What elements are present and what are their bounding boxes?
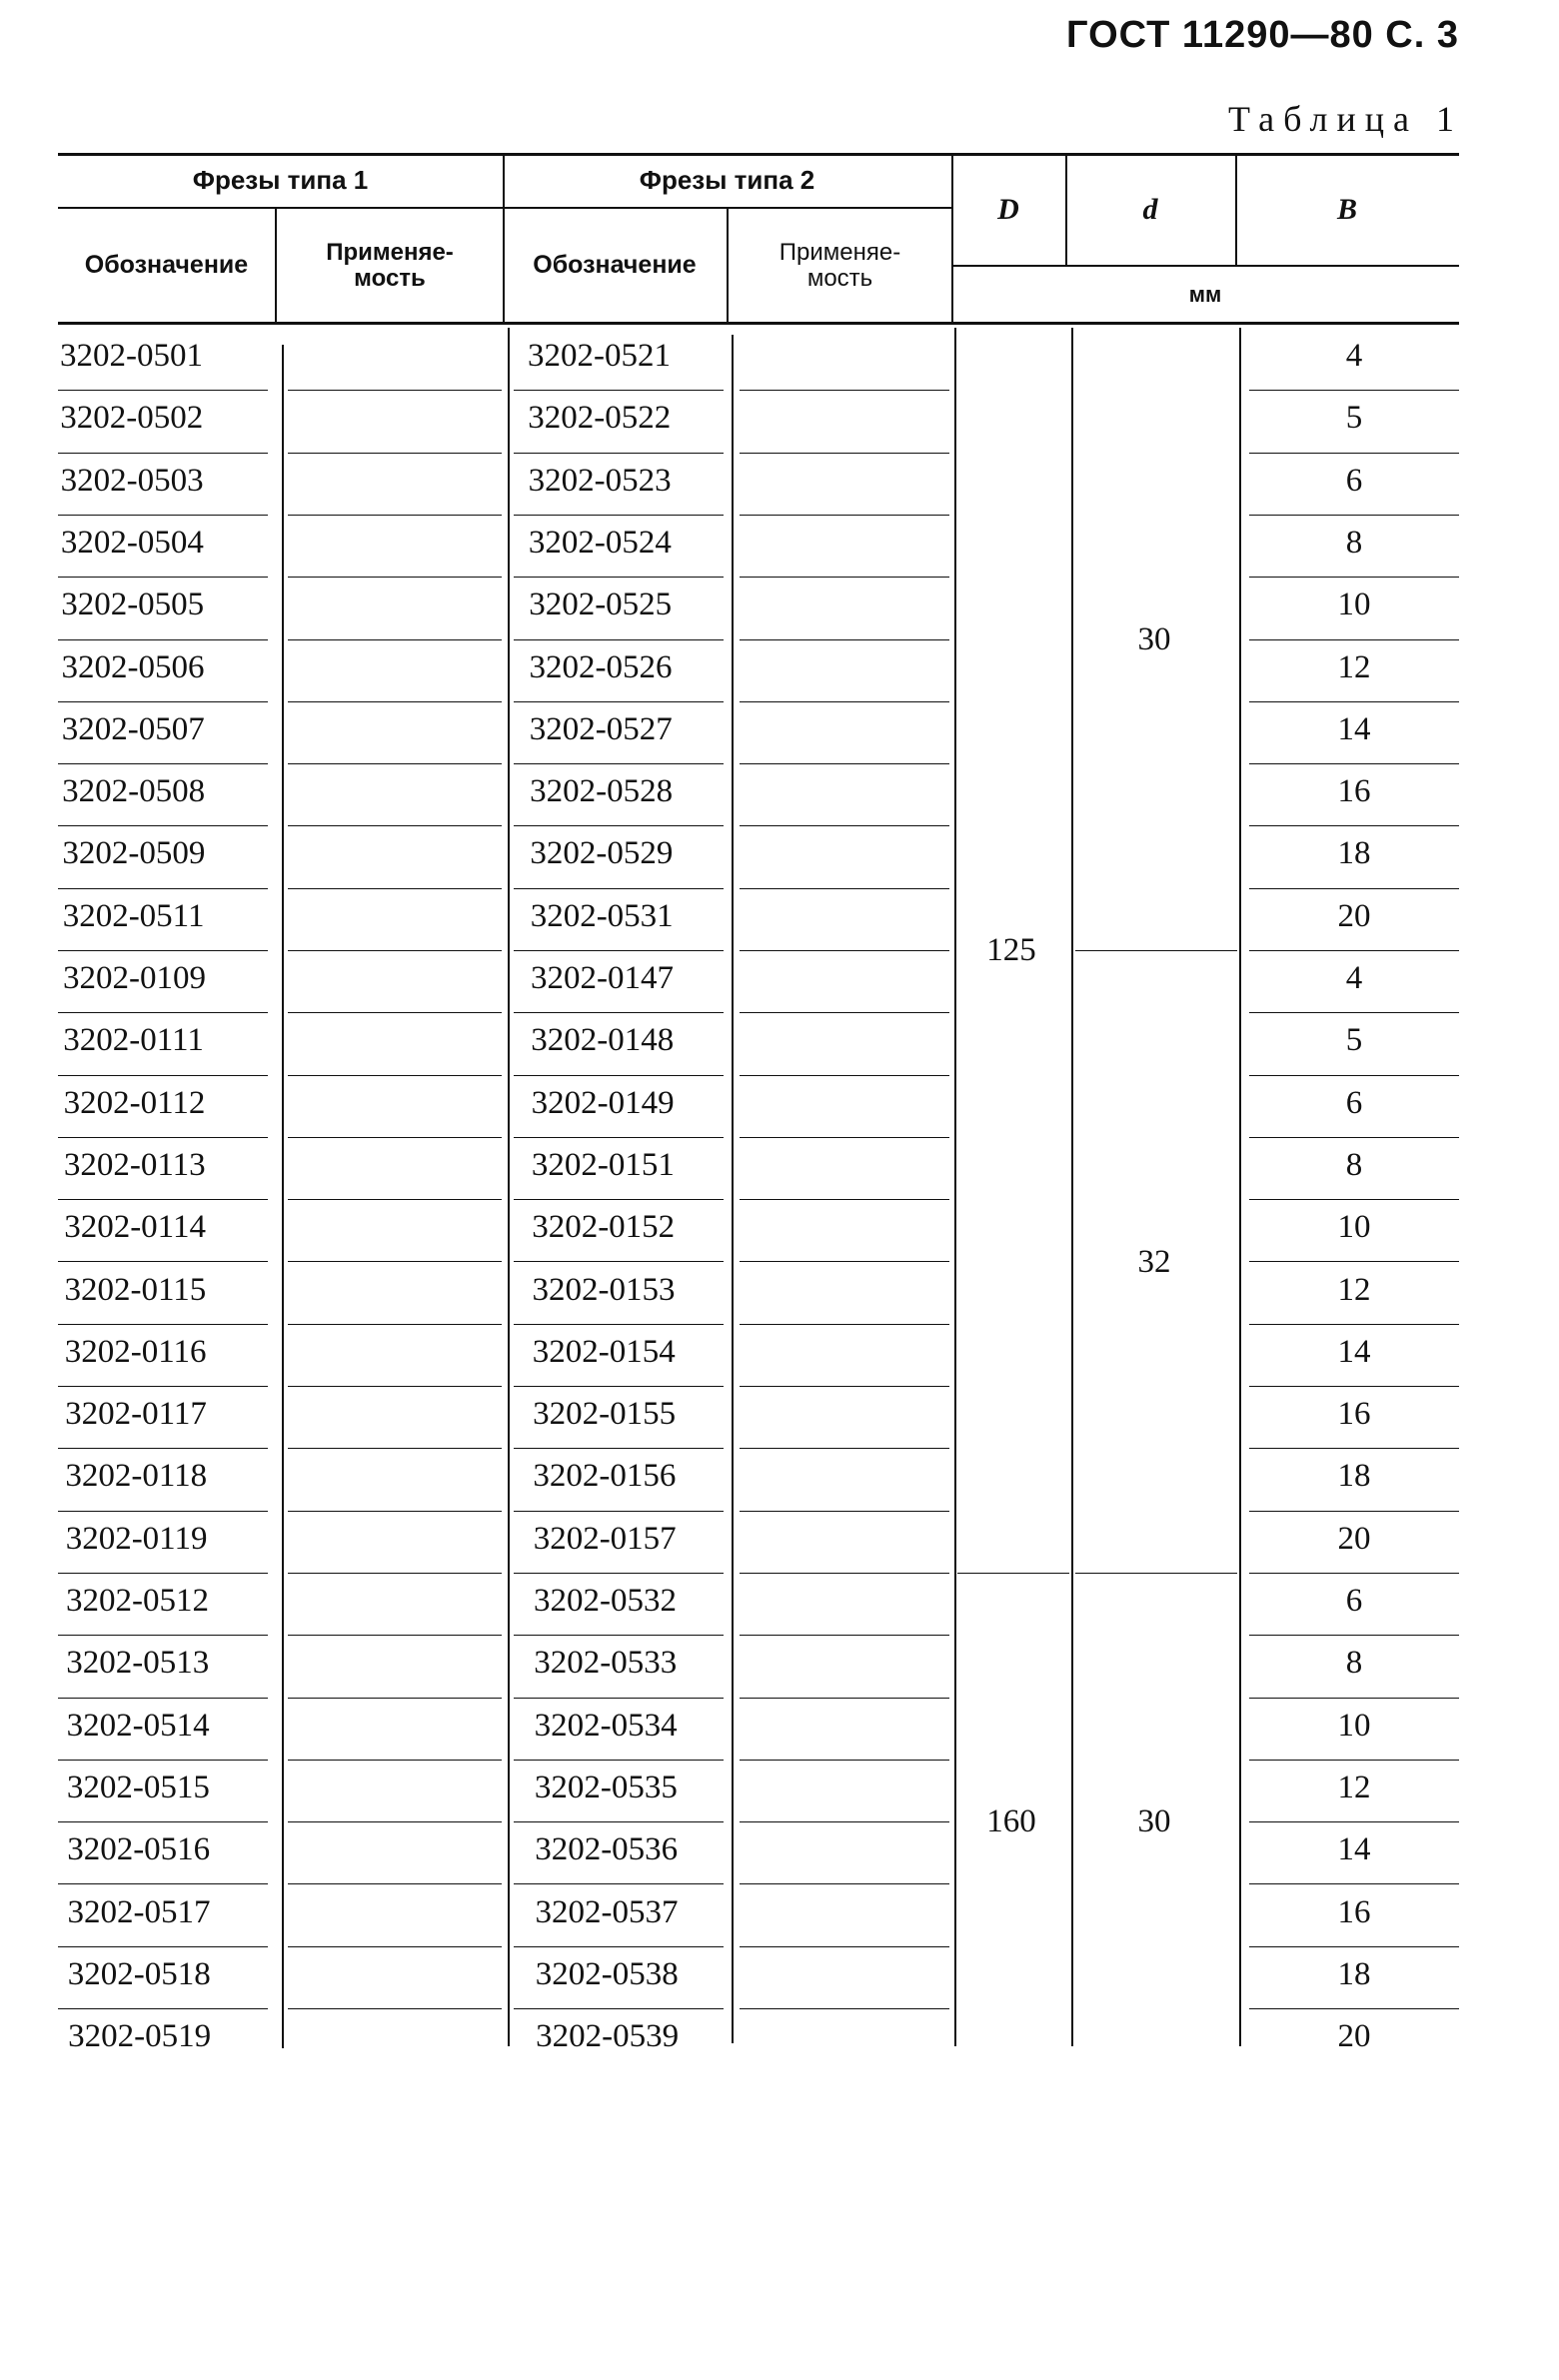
B-value-cell: 5 [1345, 1022, 1363, 1058]
type1-designation-cell: 3202-0515 [66, 1770, 210, 1805]
B-value-cell: 16 [1337, 1396, 1371, 1432]
D-group-rule [957, 1573, 1069, 1574]
row-rule-type2-designation [514, 1883, 724, 1884]
row-rule-type1-designation [58, 1199, 268, 1200]
row-rule-type2-designation [514, 825, 724, 826]
type1-designation-cell: 3202-0116 [64, 1334, 207, 1370]
row-rule-type1-applicability [288, 825, 502, 826]
row-rule-type1-applicability [288, 1760, 502, 1761]
row-rule-type1-applicability [288, 1137, 502, 1138]
row-rule-type2-designation [514, 453, 724, 454]
row-rule-type2-applicability [740, 1261, 949, 1262]
header-d: d [1142, 193, 1158, 227]
type1-designation-cell: 3202-0511 [62, 898, 205, 934]
body-vline-1 [282, 345, 284, 2048]
row-rule-type1-designation [58, 1883, 268, 1884]
row-rule-type1-designation [58, 1012, 268, 1013]
type1-designation-cell: 3202-0114 [64, 1209, 206, 1245]
row-rule-type1-designation [58, 1821, 268, 1822]
type1-designation-cell: 3202-0519 [68, 2018, 212, 2054]
type1-designation-cell: 3202-0504 [60, 525, 204, 561]
row-rule-type1-designation [58, 639, 268, 640]
type1-designation-cell: 3202-0506 [61, 649, 205, 685]
row-rule-type2-designation [514, 515, 724, 516]
row-rule-B [1249, 1137, 1459, 1138]
row-rule-type2-designation [514, 639, 724, 640]
type1-designation-cell: 3202-0512 [66, 1583, 209, 1619]
row-rule-type2-applicability [740, 577, 949, 578]
type2-designation-cell: 3202-0153 [532, 1272, 676, 1308]
row-rule-type2-designation [514, 1573, 724, 1574]
header-B: B [1336, 193, 1357, 227]
type2-designation-cell: 3202-0532 [534, 1583, 677, 1619]
body-vline-5 [1071, 328, 1073, 2046]
B-value-cell: 18 [1337, 835, 1371, 871]
row-rule-type1-applicability [288, 1324, 502, 1325]
type1-designation-cell: 3202-0119 [65, 1521, 208, 1557]
B-value-cell: 14 [1337, 1334, 1371, 1370]
type2-designation-cell: 3202-0537 [535, 1894, 679, 1930]
row-rule-type1-designation [58, 577, 268, 578]
B-value-cell: 14 [1337, 1831, 1371, 1867]
type1-designation-cell: 3202-0517 [67, 1894, 211, 1930]
d-group-value: 32 [1137, 1244, 1171, 1280]
row-rule-type2-designation [514, 1386, 724, 1387]
type2-designation-cell: 3202-0531 [530, 898, 674, 934]
row-rule-type1-designation [58, 950, 268, 951]
d-group-value: 30 [1137, 1803, 1171, 1839]
row-rule-type2-designation [514, 577, 724, 578]
header-applicability-2: Применяе-мость [779, 239, 901, 292]
row-rule-type2-designation [514, 1946, 724, 1947]
row-rule-type1-applicability [288, 639, 502, 640]
header-group2: Фрезы типа 2 [639, 165, 815, 196]
type1-designation-cell: 3202-0112 [63, 1085, 206, 1121]
row-rule-type2-applicability [740, 390, 949, 391]
row-rule-B [1249, 825, 1459, 826]
page-header: ГОСТ 11290—80 С. 3 [1066, 14, 1459, 56]
header-designation-1: Обозначение [84, 251, 249, 280]
type2-designation-cell: 3202-0523 [528, 463, 672, 499]
row-rule-B [1249, 577, 1459, 578]
row-rule-type1-designation [58, 1448, 268, 1449]
type2-designation-cell: 3202-0152 [532, 1209, 676, 1245]
row-rule-type1-applicability [288, 1012, 502, 1013]
type1-designation-cell: 3202-0117 [65, 1396, 207, 1432]
row-rule-type1-applicability [288, 1199, 502, 1200]
type1-designation-cell: 3202-0502 [60, 400, 204, 436]
B-value-cell: 12 [1337, 649, 1371, 685]
B-value-cell: 10 [1337, 1708, 1371, 1744]
row-rule-type2-designation [514, 1760, 724, 1761]
row-rule-type1-applicability [288, 1698, 502, 1699]
type2-designation-cell: 3202-0525 [529, 587, 673, 622]
type2-designation-cell: 3202-0148 [531, 1022, 675, 1058]
row-rule-B [1249, 950, 1459, 951]
type1-designation-cell: 3202-0503 [60, 463, 204, 499]
B-value-cell: 20 [1337, 898, 1371, 934]
row-rule-type1-designation [58, 1760, 268, 1761]
row-rule-B [1249, 1573, 1459, 1574]
type2-designation-cell: 3202-0149 [531, 1085, 675, 1121]
row-rule-type1-designation [58, 1075, 268, 1076]
row-rule-type2-applicability [740, 515, 949, 516]
row-rule-type1-applicability [288, 1946, 502, 1947]
row-rule-B [1249, 888, 1459, 889]
row-rule-B [1249, 1883, 1459, 1884]
row-rule-type2-applicability [740, 639, 949, 640]
row-rule-type1-applicability [288, 453, 502, 454]
type1-designation-cell: 3202-0115 [64, 1272, 207, 1308]
B-value-cell: 6 [1345, 1583, 1363, 1619]
body-vline-3 [732, 335, 734, 2043]
row-rule-B [1249, 639, 1459, 640]
row-rule-type1-designation [58, 453, 268, 454]
row-rule-type2-applicability [740, 763, 949, 764]
row-rule-type1-designation [58, 888, 268, 889]
type1-designation-cell: 3202-0118 [65, 1458, 208, 1494]
row-rule-type2-applicability [740, 1760, 949, 1761]
header-designation-2: Обозначение [533, 251, 697, 280]
row-rule-B [1249, 1635, 1459, 1636]
type2-designation-cell: 3202-0524 [528, 525, 672, 561]
row-rule-type1-designation [58, 1386, 268, 1387]
row-rule-type2-applicability [740, 1946, 949, 1947]
row-rule-B [1249, 1199, 1459, 1200]
row-rule-B [1249, 390, 1459, 391]
type2-designation-cell: 3202-0521 [528, 338, 671, 374]
row-rule-type1-designation [58, 1511, 268, 1512]
row-rule-B [1249, 1261, 1459, 1262]
B-value-cell: 4 [1345, 338, 1363, 374]
d-group-rule [1075, 950, 1237, 951]
B-value-cell: 18 [1337, 1458, 1371, 1494]
row-rule-type1-applicability [288, 390, 502, 391]
row-rule-type2-applicability [740, 1137, 949, 1138]
type1-designation-cell: 3202-0509 [62, 835, 206, 871]
type2-designation-cell: 3202-0527 [529, 711, 673, 747]
row-rule-type1-applicability [288, 888, 502, 889]
type2-designation-cell: 3202-0539 [536, 2018, 680, 2054]
d-group-value: 30 [1137, 621, 1171, 657]
row-rule-type2-applicability [740, 1883, 949, 1884]
row-rule-type2-applicability [740, 1511, 949, 1512]
row-rule-B [1249, 1511, 1459, 1512]
row-rule-B [1249, 453, 1459, 454]
row-rule-type2-designation [514, 1821, 724, 1822]
type1-designation-cell: 3202-0109 [63, 960, 206, 996]
body-vline-2 [508, 328, 510, 2046]
header-group1: Фрезы типа 1 [192, 165, 369, 196]
B-value-cell: 10 [1337, 587, 1371, 622]
type1-designation-cell: 3202-0513 [66, 1645, 210, 1681]
row-rule-type1-designation [58, 390, 268, 391]
row-rule-type1-designation [58, 763, 268, 764]
table-caption: Таблица 1 [1228, 99, 1463, 139]
row-rule-type1-designation [58, 825, 268, 826]
B-value-cell: 8 [1345, 525, 1363, 561]
type2-designation-cell: 3202-0151 [531, 1147, 675, 1183]
row-rule-type2-applicability [740, 1635, 949, 1636]
row-rule-type1-designation [58, 1946, 268, 1947]
row-rule-type2-applicability [740, 888, 949, 889]
type2-designation-cell: 3202-0535 [534, 1770, 678, 1805]
row-rule-B [1249, 1324, 1459, 1325]
row-rule-type2-applicability [740, 1012, 949, 1013]
body-vline-4 [954, 328, 956, 2046]
row-rule-B [1249, 1760, 1459, 1761]
row-rule-type1-designation [58, 1324, 268, 1325]
row-rule-type1-applicability [288, 577, 502, 578]
row-rule-B [1249, 701, 1459, 702]
row-rule-B [1249, 763, 1459, 764]
row-rule-B [1249, 1448, 1459, 1449]
type2-designation-cell: 3202-0155 [533, 1396, 677, 1432]
type2-designation-cell: 3202-0157 [533, 1521, 677, 1557]
B-value-cell: 4 [1345, 960, 1363, 996]
d-group-rule [1075, 1573, 1237, 1574]
row-rule-type1-applicability [288, 1635, 502, 1636]
B-value-cell: 8 [1345, 1645, 1363, 1681]
row-rule-B [1249, 1386, 1459, 1387]
row-rule-type1-designation [58, 1261, 268, 1262]
row-rule-type2-applicability [740, 2008, 949, 2009]
B-value-cell: 20 [1337, 1521, 1371, 1557]
row-rule-type1-applicability [288, 763, 502, 764]
type1-designation-cell: 3202-0113 [63, 1147, 206, 1183]
row-rule-type1-applicability [288, 1511, 502, 1512]
type1-designation-cell: 3202-0111 [63, 1022, 204, 1058]
row-rule-type2-designation [514, 1448, 724, 1449]
row-rule-type1-designation [58, 1573, 268, 1574]
row-rule-type2-applicability [740, 1324, 949, 1325]
row-rule-type2-applicability [740, 825, 949, 826]
row-rule-type2-designation [514, 1324, 724, 1325]
row-rule-type2-applicability [740, 1821, 949, 1822]
type2-designation-cell: 3202-0526 [529, 649, 673, 685]
B-value-cell: 20 [1337, 2018, 1371, 2054]
row-rule-type1-designation [58, 701, 268, 702]
row-rule-type1-applicability [288, 515, 502, 516]
row-rule-B [1249, 515, 1459, 516]
header-unit: мм [1188, 281, 1222, 307]
type2-designation-cell: 3202-0529 [530, 835, 674, 871]
type2-designation-cell: 3202-0536 [535, 1831, 679, 1867]
row-rule-type2-designation [514, 2008, 724, 2009]
type1-designation-cell: 3202-0516 [67, 1831, 211, 1867]
row-rule-B [1249, 1075, 1459, 1076]
row-rule-type1-designation [58, 1137, 268, 1138]
row-rule-type2-designation [514, 1012, 724, 1013]
type2-designation-cell: 3202-0522 [528, 400, 672, 436]
row-rule-B [1249, 1698, 1459, 1699]
B-value-cell: 10 [1337, 1209, 1371, 1245]
row-rule-type2-applicability [740, 1698, 949, 1699]
header-bottom-rule [58, 322, 1459, 325]
body-vline-6 [1239, 328, 1241, 2046]
row-rule-type2-designation [514, 1137, 724, 1138]
row-rule-type2-designation [514, 888, 724, 889]
B-value-cell: 16 [1337, 1894, 1371, 1930]
row-rule-B [1249, 2008, 1459, 2009]
row-rule-B [1249, 1012, 1459, 1013]
type2-designation-cell: 3202-0147 [531, 960, 674, 996]
B-value-cell: 16 [1337, 773, 1371, 809]
row-rule-type2-applicability [740, 1199, 949, 1200]
row-rule-type1-designation [58, 1635, 268, 1636]
type2-designation-cell: 3202-0154 [532, 1334, 676, 1370]
row-rule-type1-designation [58, 1698, 268, 1699]
row-rule-type2-designation [514, 701, 724, 702]
row-rule-type1-applicability [288, 1075, 502, 1076]
row-rule-type2-applicability [740, 453, 949, 454]
type2-designation-cell: 3202-0534 [534, 1708, 678, 1744]
row-rule-type2-designation [514, 1199, 724, 1200]
type2-designation-cell: 3202-0538 [535, 1956, 679, 1992]
row-rule-B [1249, 1946, 1459, 1947]
B-value-cell: 14 [1337, 711, 1371, 747]
B-value-cell: 12 [1337, 1272, 1371, 1308]
row-rule-type2-applicability [740, 1448, 949, 1449]
row-rule-type2-designation [514, 1261, 724, 1262]
row-rule-type1-applicability [288, 1573, 502, 1574]
row-rule-type1-applicability [288, 950, 502, 951]
row-rule-type2-applicability [740, 950, 949, 951]
row-rule-type1-applicability [288, 1386, 502, 1387]
B-value-cell: 12 [1337, 1770, 1371, 1805]
row-rule-type2-applicability [740, 1573, 949, 1574]
type1-designation-cell: 3202-0501 [60, 338, 203, 374]
row-rule-type2-designation [514, 1511, 724, 1512]
row-rule-B [1249, 1821, 1459, 1822]
B-value-cell: 5 [1345, 400, 1363, 436]
row-rule-type1-designation [58, 2008, 268, 2009]
type2-designation-cell: 3202-0528 [530, 773, 674, 809]
row-rule-type2-designation [514, 1698, 724, 1699]
row-rule-type1-applicability [288, 1261, 502, 1262]
row-rule-type2-designation [514, 390, 724, 391]
B-value-cell: 6 [1345, 1085, 1363, 1121]
row-rule-type2-applicability [740, 1075, 949, 1076]
row-rule-type2-applicability [740, 701, 949, 702]
row-rule-type1-applicability [288, 1448, 502, 1449]
row-rule-type1-applicability [288, 2008, 502, 2009]
B-value-cell: 8 [1345, 1147, 1363, 1183]
row-rule-type2-applicability [740, 1386, 949, 1387]
type2-designation-cell: 3202-0156 [533, 1458, 677, 1494]
row-rule-type2-designation [514, 1075, 724, 1076]
header-applicability-1: Применяе-мость [326, 239, 454, 292]
row-rule-type1-designation [58, 515, 268, 516]
row-rule-type1-applicability [288, 1821, 502, 1822]
D-group-value: 160 [986, 1803, 1036, 1839]
header-D: D [997, 193, 1019, 227]
type1-designation-cell: 3202-0518 [67, 1956, 211, 1992]
row-rule-type2-designation [514, 763, 724, 764]
type1-designation-cell: 3202-0514 [66, 1708, 210, 1744]
B-value-cell: 18 [1337, 1956, 1371, 1992]
row-rule-type2-designation [514, 1635, 724, 1636]
type2-designation-cell: 3202-0533 [534, 1645, 678, 1681]
type1-designation-cell: 3202-0508 [62, 773, 206, 809]
B-value-cell: 6 [1345, 463, 1363, 499]
type1-designation-cell: 3202-0505 [61, 587, 205, 622]
D-group-value: 125 [986, 932, 1036, 968]
type1-designation-cell: 3202-0507 [61, 711, 205, 747]
row-rule-type1-applicability [288, 701, 502, 702]
row-rule-type2-designation [514, 950, 724, 951]
row-rule-type1-applicability [288, 1883, 502, 1884]
